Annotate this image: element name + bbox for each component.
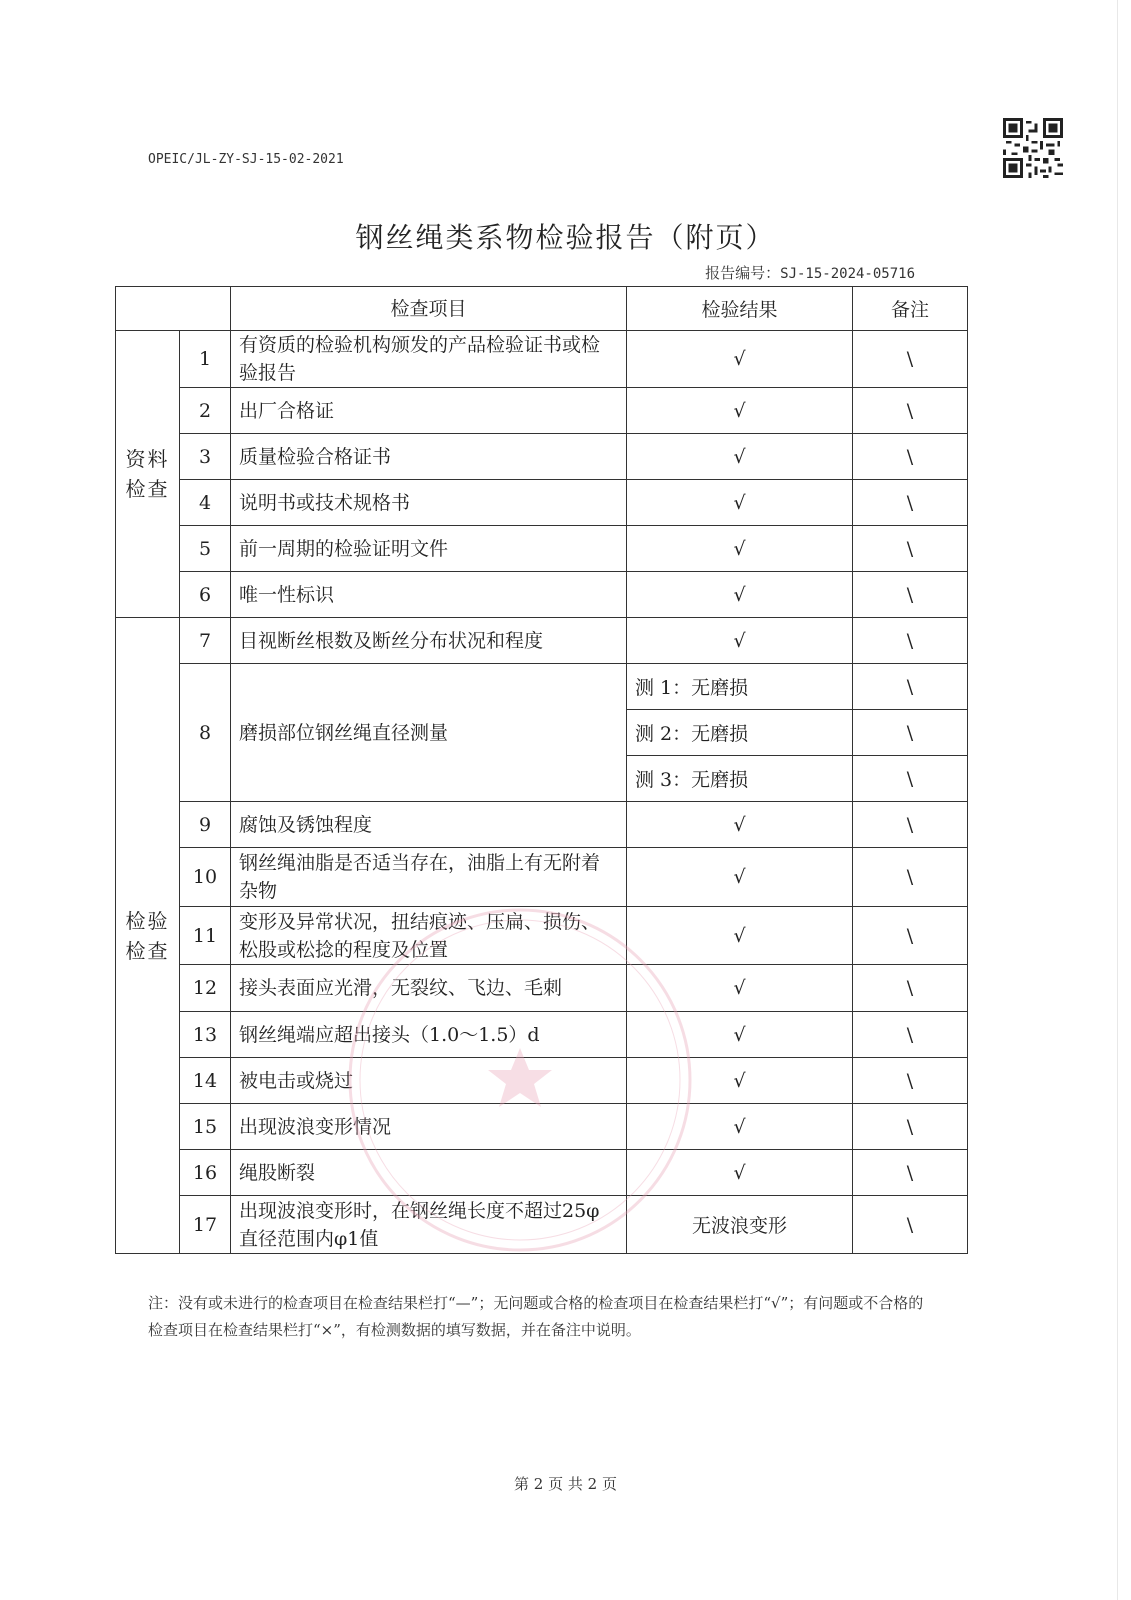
table-row: [116, 907, 968, 965]
row-number: 13: [180, 1012, 231, 1058]
row-number: 15: [180, 1104, 231, 1150]
row-result: √: [627, 1150, 853, 1196]
row-number: 1: [180, 331, 231, 388]
row-item: 绳股断裂: [231, 1150, 627, 1196]
table-header-row: [116, 287, 968, 331]
row-item: 腐蚀及锈蚀程度: [231, 802, 627, 848]
table-row: [116, 388, 968, 434]
row-remark: \: [853, 848, 968, 907]
table-row: [116, 572, 968, 618]
row-item: 有资质的检验机构颁发的产品检验证书或检验报告: [231, 331, 627, 388]
row-item: 钢丝绳油脂是否适当存在，油脂上有无附着杂物: [231, 848, 627, 907]
table-row: [116, 1104, 968, 1150]
row-result: √: [627, 388, 853, 434]
row-item: 前一周期的检验证明文件: [231, 526, 627, 572]
row-number: 11: [180, 907, 231, 965]
row-number: 10: [180, 848, 231, 907]
row-result: √: [627, 1058, 853, 1104]
row-remark: \: [853, 388, 968, 434]
row-number: 4: [180, 480, 231, 526]
note-text: 注：没有或未进行的检查项目在检查结果栏打“—”；无问题或合格的检查项目在检查结果栏打“√”；有问题或不合格的检查项目在检查结果栏打“×”，有检测数据的填写数据，并在备注中说明。: [148, 1294, 924, 1339]
row-result: √: [627, 802, 853, 848]
report-title: 钢丝绳类系物检验报告（附页）: [355, 221, 776, 254]
measurement-result: 测 1：无磨损: [627, 664, 853, 710]
table-row: [116, 1058, 968, 1104]
row-item: 被电击或烧过: [231, 1058, 627, 1104]
header-result: 检验结果: [627, 287, 853, 331]
table-row: [116, 618, 968, 664]
report-number-value: SJ-15-2024-05716: [780, 266, 915, 282]
header-item: 检查项目: [231, 287, 627, 331]
row-remark: \: [853, 1012, 968, 1058]
row-result: √: [627, 331, 853, 388]
row-number: 6: [180, 572, 231, 618]
inspection-table: [115, 286, 968, 1254]
report-number-label: 报告编号：: [705, 264, 781, 282]
table-row: [116, 480, 968, 526]
document-code: OPEIC/JL-ZY-SJ-15-02-2021: [148, 152, 344, 167]
table-row: [116, 664, 968, 710]
row-result: √: [627, 965, 853, 1012]
row-result: √: [627, 1104, 853, 1150]
row-result: √: [627, 618, 853, 664]
row-remark: \: [853, 664, 968, 710]
row-number: 9: [180, 802, 231, 848]
row-result: √: [627, 480, 853, 526]
row-result: √: [627, 434, 853, 480]
row-number: 5: [180, 526, 231, 572]
row-number: 14: [180, 1058, 231, 1104]
row-number: 12: [180, 965, 231, 1012]
row-remark: \: [853, 480, 968, 526]
row-item: 唯一性标识: [231, 572, 627, 618]
table-row: [116, 434, 968, 480]
row-number: 7: [180, 618, 231, 664]
row-remark: \: [853, 526, 968, 572]
header-remark: 备注: [853, 287, 968, 331]
row-remark: \: [853, 618, 968, 664]
group-label-line: 检验: [125, 908, 170, 933]
row-remark: \: [853, 434, 968, 480]
row-item: 磨损部位钢丝绳直径测量: [231, 664, 627, 802]
group-label-docs: [116, 331, 180, 618]
qr-code-icon: [1003, 118, 1063, 178]
row-result: √: [627, 572, 853, 618]
row-remark: \: [853, 802, 968, 848]
row-remark: \: [853, 331, 968, 388]
report-number: [705, 262, 915, 283]
header-corner-cell: [116, 287, 231, 331]
row-remark: \: [853, 572, 968, 618]
group-label-line: 检查: [125, 938, 170, 963]
row-number: 3: [180, 434, 231, 480]
row-result: 无波浪变形: [627, 1196, 853, 1254]
row-result: √: [627, 1012, 853, 1058]
group-label-line: 检查: [125, 477, 170, 501]
table-row: [116, 802, 968, 848]
row-remark: \: [853, 1058, 968, 1104]
group-label-inspection: [116, 618, 180, 1254]
row-result: √: [627, 907, 853, 965]
table-row: [116, 331, 968, 388]
measurement-result: 测 2：无磨损: [627, 710, 853, 756]
table-row: [116, 1196, 968, 1254]
row-number: 16: [180, 1150, 231, 1196]
row-item: 接头表面应光滑，无裂纹、飞边、毛刺: [231, 965, 627, 1012]
row-remark: \: [853, 1196, 968, 1254]
row-item: 出厂合格证: [231, 388, 627, 434]
row-remark: \: [853, 710, 968, 756]
row-remark: \: [853, 965, 968, 1012]
group-label-line: 资料: [125, 447, 170, 471]
table-row: [116, 526, 968, 572]
row-number: 2: [180, 388, 231, 434]
row-remark: \: [853, 1150, 968, 1196]
row-item: 出现波浪变形时，在钢丝绳长度不超过25φ直径范围内φ1值: [231, 1196, 627, 1254]
row-remark: \: [853, 1104, 968, 1150]
row-result: √: [627, 848, 853, 907]
table-row: [116, 1150, 968, 1196]
measurement-result: 测 3：无磨损: [627, 756, 853, 802]
row-result: √: [627, 526, 853, 572]
table-row: [116, 1012, 968, 1058]
row-number: 8: [180, 664, 231, 802]
table-row: [116, 965, 968, 1012]
row-item: 出现波浪变形情况: [231, 1104, 627, 1150]
row-number: 17: [180, 1196, 231, 1254]
row-remark: \: [853, 756, 968, 802]
table-row: [116, 848, 968, 907]
row-item: 说明书或技术规格书: [231, 480, 627, 526]
row-item: 质量检验合格证书: [231, 434, 627, 480]
page-footer: 第 2 页 共 2 页: [514, 1475, 617, 1493]
row-item: 变形及异常状况，扭结痕迹、压扁、损伤、松股或松捻的程度及位置: [231, 907, 627, 965]
row-item: 钢丝绳端应超出接头（1.0～1.5）d: [231, 1012, 627, 1058]
row-remark: \: [853, 907, 968, 965]
row-item: 目视断丝根数及断丝分布状况和程度: [231, 618, 627, 664]
